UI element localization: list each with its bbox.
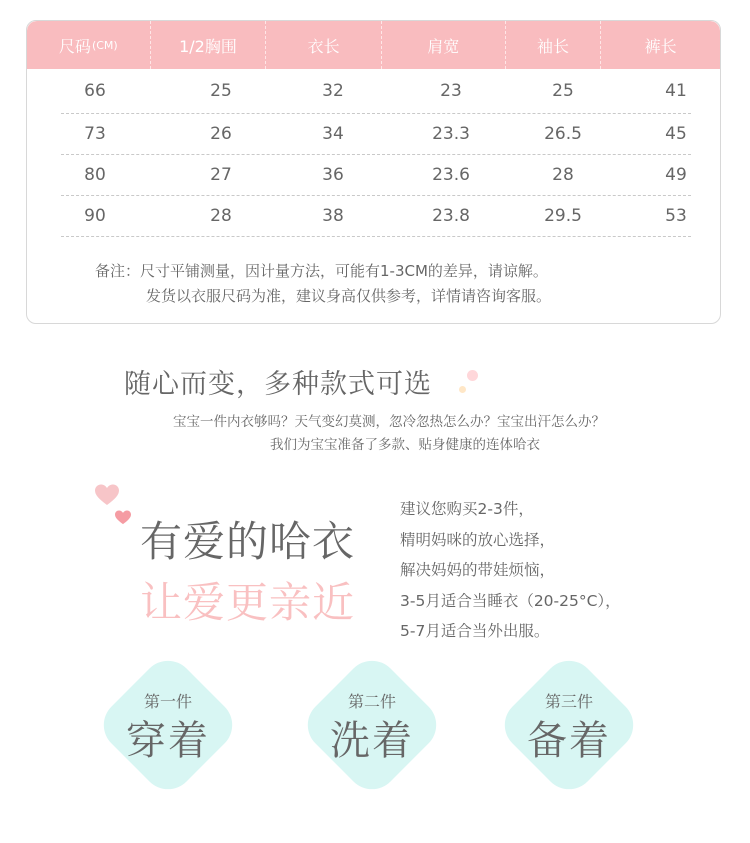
header-half-chest: 1/2胸围	[151, 21, 267, 69]
header-garment-length: 衣长	[266, 21, 382, 69]
size-table	[26, 20, 721, 324]
table-cell: 23.3	[432, 124, 470, 144]
table-cell: 32	[322, 81, 344, 101]
table-cell: 66	[84, 81, 106, 101]
piece-second-wash	[298, 651, 446, 799]
table-cell: 41	[665, 81, 687, 101]
piece-usage: 穿着	[126, 718, 210, 764]
header-size: 尺码 (CM)	[27, 21, 151, 69]
love-headline: 有爱的哈衣	[140, 517, 356, 566]
header-pants-length: 裤长	[644, 36, 677, 56]
advice-line: 3-5月适合当睡衣（20-25°C），	[400, 591, 621, 610]
table-row	[61, 69, 691, 114]
piece-first-wear	[94, 651, 242, 799]
purchase-advice	[400, 494, 621, 647]
table-cell: 25	[552, 81, 574, 101]
table-cell: 53	[665, 206, 687, 226]
table-row	[61, 196, 691, 237]
decor-dot-yellow	[459, 386, 466, 393]
table-cell: 45	[665, 124, 687, 144]
note-line-2: 发货以衣服尺码为准，建议身高仅供参考，详情请咨询客服。	[146, 287, 552, 305]
table-cell: 36	[322, 165, 344, 185]
heart-icon-small	[115, 510, 131, 525]
love-subheadline: 让爱更亲近	[140, 578, 356, 627]
slogan-title: 随心而变，多种款式可选	[124, 369, 432, 400]
advice-line: 5-7月适合当外出服。	[400, 622, 550, 640]
table-cell: 38	[322, 206, 344, 226]
table-cell: 49	[665, 165, 687, 185]
piece-usage: 洗着	[330, 718, 414, 764]
table-cell: 29.5	[544, 206, 582, 226]
table-cell: 26.5	[544, 124, 582, 144]
table-cell: 28	[210, 206, 232, 226]
advice-line: 解决妈妈的带娃烦恼，	[400, 561, 556, 579]
table-cell: 25	[210, 81, 232, 101]
table-cell: 28	[552, 165, 574, 185]
piece-usage: 备着	[527, 718, 611, 764]
table-cell: 26	[210, 124, 232, 144]
advice-line: 建议您购买2-3件，	[400, 500, 534, 518]
slogan-sub-2: 我们为宝宝准备了多款、贴身健康的连体哈衣	[270, 437, 540, 453]
piece-third-spare	[495, 651, 643, 799]
table-row	[61, 114, 691, 155]
slogan-sub-1: 宝宝一件内衣够吗？天气变幻莫测，忽冷忽热怎么办？宝宝出汗怎么办？	[173, 414, 605, 430]
table-cell: 34	[322, 124, 344, 144]
table-cell: 80	[84, 165, 106, 185]
size-table-body	[61, 69, 691, 237]
piece-number: 第三件	[544, 692, 593, 711]
table-cell: 90	[84, 206, 106, 226]
size-table-header	[27, 21, 720, 69]
header-sleeve-length: 袖长	[506, 21, 602, 69]
advice-line: 精明妈咪的放心选择，	[400, 530, 556, 549]
decor-dot-pink	[467, 370, 478, 381]
heart-icon	[95, 484, 119, 506]
table-cell: 23.8	[432, 206, 470, 226]
table-cell: 23.6	[432, 165, 470, 185]
size-note	[95, 259, 551, 309]
piece-number: 第一件	[143, 692, 192, 711]
table-row	[61, 155, 691, 196]
table-cell: 27	[210, 165, 232, 185]
table-cell: 73	[84, 124, 106, 144]
piece-number: 第二件	[347, 692, 396, 711]
header-shoulder-width: 肩宽	[382, 21, 506, 69]
note-line-1: 备注：尺寸平铺测量，因计量方法，可能有1-3CM的差异，请谅解。	[95, 262, 548, 280]
table-cell: 23	[440, 81, 462, 101]
